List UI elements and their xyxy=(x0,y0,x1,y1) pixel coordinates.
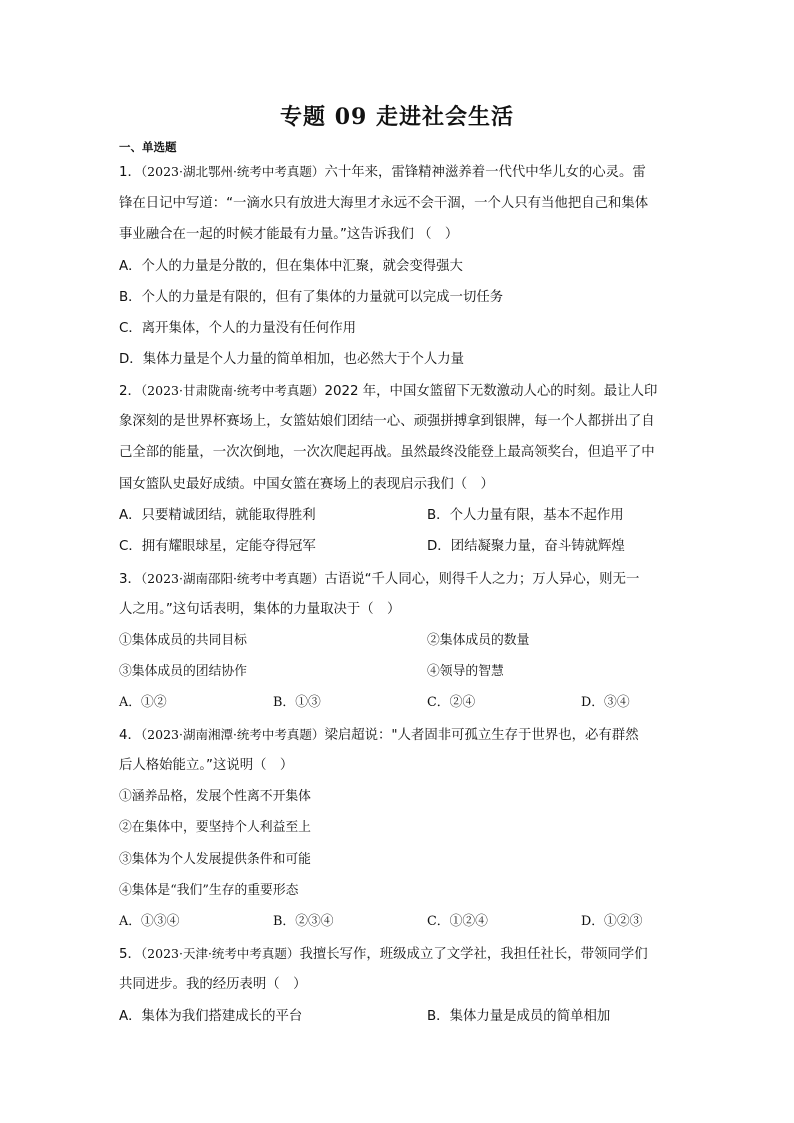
q1-option-c: C．离开集体，个人的力量没有任何作用 xyxy=(119,321,356,336)
q4-source: （2023·湖南湘潭·统考中考真题） xyxy=(140,727,325,742)
q2-stem-line4: 国女篮队史最好成绩。中国女篮在赛场上的表现启示我们（ ） xyxy=(119,477,494,492)
q1-option-d: D．集体力量是个人力量的简单相加，也必然大于个人力量 xyxy=(119,352,465,367)
q5-source: （2023·天津·统考中考真题） xyxy=(140,946,300,961)
q2-number: 2． xyxy=(119,384,141,399)
q1-option-a: A．个人的力量是分散的，但在集体中汇聚，就会变得强大 xyxy=(119,259,463,274)
q3-option-c: C．②④ xyxy=(427,695,476,710)
q5-option-b: B．集体力量是成员的简单相加 xyxy=(427,1009,611,1024)
q3-statement-1: ①集体成员的共同目标 xyxy=(119,633,247,648)
q2-option-b: B．个人力量有限，基本不起作用 xyxy=(427,508,624,523)
q1-stem-line2: 锋在日记中写道：“一滴水只有放进大海里才永远不会干涸，一个人只有当他把自己和集体 xyxy=(119,196,649,211)
q1-stem-text: 六十年来，雷锋精神滋养着一代代中华儿女的心灵。雷 xyxy=(324,165,646,180)
q4-option-b: B．②③④ xyxy=(273,914,334,929)
q4-statement-4: ④集体是“我们”生存的重要形态 xyxy=(119,883,299,898)
q2-source: （2023·甘肃陇南·统考中考真题） xyxy=(140,383,325,398)
q5-number: 5． xyxy=(119,947,141,962)
q2-option-c: C．拥有耀眼球星，定能夺得冠军 xyxy=(119,539,316,554)
q2-option-a: A．只要精诚团结，就能取得胜利 xyxy=(119,508,316,523)
q3-number: 3． xyxy=(119,572,141,587)
q3-option-a: A．①② xyxy=(119,695,167,710)
q3-statement-4: ④领导的智慧 xyxy=(427,664,504,679)
q4-number: 4． xyxy=(119,728,141,743)
q3-source: （2023·湖南邵阳·统考中考真题） xyxy=(140,571,325,586)
q4-option-d: D．①②③ xyxy=(581,914,643,929)
q3-option-d: D．③④ xyxy=(581,695,630,710)
q3-statement-3: ③集体成员的团结协作 xyxy=(119,664,247,679)
q3-option-b: B．①③ xyxy=(273,695,321,710)
q4-statement-2: ②在集体中，要坚持个人利益至上 xyxy=(119,820,311,835)
q3-stem-text: 古语说“千人同心，则得千人之力；万人异心，则无一 xyxy=(324,572,640,587)
q4-statement-1: ①涵养品格，发展个性离不开集体 xyxy=(119,789,311,804)
q1-stem-line3: 事业融合在一起的时候才能最有力量。”这告诉我们 （ ） xyxy=(119,227,459,242)
q4-stem-line2: 后人格始能立。”这说明（ ） xyxy=(119,758,294,773)
q1-stem-line1 xyxy=(119,163,646,182)
q3-statement-2: ②集体成员的数量 xyxy=(427,633,530,648)
page-title: 专题 09 走进社会生活 xyxy=(280,104,514,130)
q2-stem-line2: 象深刻的是世界杯赛场上，女篮姑娘们团结一心、顽强拼搏拿到银牌，每一个人都拼出了自 xyxy=(119,414,655,429)
q2-stem-line3: 己全部的能量，一次次倒地，一次次爬起再战。虽然最终没能登上最高领奖台，但追平了中 xyxy=(119,445,655,460)
q2-stem-text: 2022 年，中国女篮留下无数激动人心的时刻。最让人印 xyxy=(324,384,658,399)
q5-stem-line2: 共同进步。我的经历表明（ ） xyxy=(119,977,307,992)
q4-option-a: A．①③④ xyxy=(119,914,180,929)
q1-number: 1． xyxy=(119,165,141,180)
q4-stem-text: 梁启超说："人者固非可孤立生存于世界也，必有群然 xyxy=(324,728,639,743)
q2-option-d: D．团结凝聚力量，奋斗铸就辉煌 xyxy=(427,539,625,554)
q4-stem-line1 xyxy=(119,726,639,745)
q5-stem-line1 xyxy=(119,945,648,964)
q5-stem-text: 我擅长写作，班级成立了文学社，我担任社长，带领同学们 xyxy=(299,947,648,962)
q4-statement-3: ③集体为个人发展提供条件和可能 xyxy=(119,852,311,867)
q2-stem-line1 xyxy=(119,382,657,401)
q1-source: （2023·湖北鄂州·统考中考真题） xyxy=(140,164,325,179)
q3-stem-line2: 人之用。”这句话表明，集体的力量取决于（ ） xyxy=(119,602,401,617)
q4-option-c: C．①②④ xyxy=(427,914,488,929)
q3-stem-line1 xyxy=(119,570,639,589)
section-heading: 一、单选题 xyxy=(119,140,177,154)
q5-option-a: A．集体为我们搭建成长的平台 xyxy=(119,1009,303,1024)
q1-option-b: B．个人的力量是有限的，但有了集体的力量就可以完成一切任务 xyxy=(119,290,504,305)
